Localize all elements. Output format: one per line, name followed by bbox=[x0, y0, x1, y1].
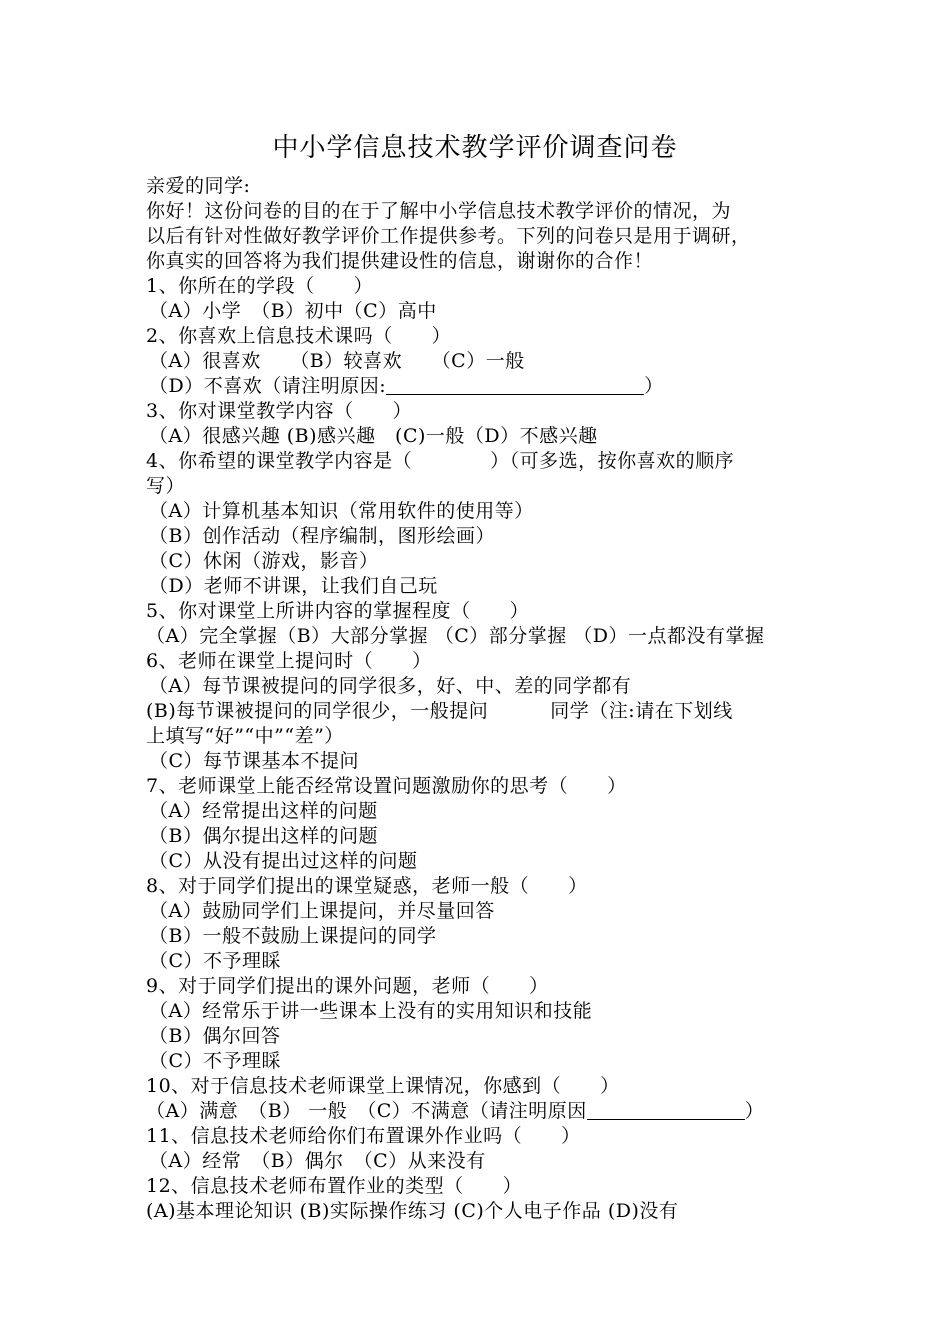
question-2-option-d bbox=[146, 374, 826, 399]
question-2: 2、你喜欢上信息技术课吗（ ） bbox=[146, 325, 452, 347]
question-4-option: （D）老师不讲课，让我们自己玩 bbox=[149, 575, 438, 597]
question-4-option: （A）计算机基本知识（常用软件的使用等） bbox=[149, 500, 534, 522]
question-8-option: （B）一般不鼓励上课提问的同学 bbox=[149, 925, 437, 947]
reason-blank[interactable] bbox=[386, 375, 644, 395]
question-7-option: （C）从没有提出过这样的问题 bbox=[149, 850, 418, 872]
option-d-label: （D）不喜欢（请注明原因: bbox=[149, 375, 387, 397]
question-7: 7、老师课堂上能否经常设置问题激励你的思考（ ） bbox=[146, 775, 627, 797]
question-7-option: （B）偶尔提出这样的问题 bbox=[149, 825, 378, 847]
question-10-close: ） bbox=[744, 1100, 765, 1122]
reason-blank[interactable] bbox=[587, 1100, 745, 1120]
question-4-option: （C）休闲（游戏，影音） bbox=[149, 550, 379, 572]
page-title: 中小学信息技术教学评价调查问卷 bbox=[272, 133, 678, 163]
question-4-cont: 写） bbox=[146, 475, 186, 497]
question-3: 3、你对课堂教学内容（ ） bbox=[146, 400, 413, 422]
option-d-close: ） bbox=[644, 375, 664, 397]
question-5-options: （A）完全掌握（B）大部分掌握 （C）部分掌握 （D）一点都没有掌握 bbox=[146, 625, 765, 647]
question-10-options bbox=[146, 1099, 826, 1124]
question-5: 5、你对课堂上所讲内容的掌握程度（ ） bbox=[146, 600, 530, 622]
intro-line: 你好！这份问卷的目的在于了解中小学信息技术教学评价的情况，为 bbox=[146, 200, 732, 222]
intro-line: 你真实的回答将为我们提供建设性的信息，谢谢你的合作！ bbox=[146, 250, 654, 272]
question-11-options: （A）经常 （B）偶尔 （C）从来没有 bbox=[149, 1150, 486, 1172]
question-2-options: （A）很喜欢 （B）较喜欢 （C）一般 bbox=[149, 350, 525, 372]
question-4: 4、你希望的课堂教学内容是（ ）（可多选，按你喜欢的顺序 bbox=[146, 450, 735, 472]
question-9: 9、对于同学们提出的课外问题，老师（ ） bbox=[146, 975, 549, 997]
question-9-option: （A）经常乐于讲一些课本上没有的实用知识和技能 bbox=[149, 1000, 593, 1022]
question-3-options: （A）很感兴趣 (B)感兴趣 (C)一般（D）不感兴趣 bbox=[149, 425, 598, 447]
question-8: 8、对于同学们提出的课堂疑惑，老师一般（ ） bbox=[146, 875, 588, 897]
question-10-options-text: （A）满意 （B） 一般 （C）不满意（请注明原因 bbox=[146, 1100, 587, 1122]
intro-line: 以后有针对性做好教学评价工作提供参考。下列的问卷只是用于调研， bbox=[146, 225, 751, 247]
question-9-option: （B）偶尔回答 bbox=[149, 1025, 281, 1047]
question-1: 1、你所在的学段（ ） bbox=[146, 275, 374, 297]
question-6-option-a: （A）每节课被提问的同学很多，好、中、差的同学都有 bbox=[149, 675, 632, 697]
question-1-options: （A）小学 （B）初中（C）高中 bbox=[149, 300, 437, 322]
question-12: 12、信息技术老师布置作业的类型（ ） bbox=[146, 1175, 523, 1197]
question-11: 11、信息技术老师给你们布置课外作业吗（ ） bbox=[146, 1125, 581, 1147]
question-12-options: (A)基本理论知识 (B)实际操作练习 (C)个人电子作品 (D)没有 bbox=[146, 1200, 679, 1222]
option-b-note: 同学（注:请在下划线 bbox=[550, 700, 733, 722]
option-b-text: (B)每节课被提问的同学很少，一般提问 bbox=[146, 700, 489, 722]
question-8-option: （C）不予理睬 bbox=[149, 950, 282, 972]
question-7-option: （A）经常提出这样的问题 bbox=[149, 800, 378, 822]
question-8-option: （A）鼓励同学们上课提问，并尽量回答 bbox=[149, 900, 495, 922]
question-6-option-b bbox=[146, 699, 826, 724]
question-6-option-c: （C）每节课基本不提问 bbox=[149, 750, 360, 772]
question-6: 6、老师在课堂上提问时（ ） bbox=[146, 650, 432, 672]
question-9-option: （C）不予理睬 bbox=[149, 1050, 282, 1072]
question-6-option-b-cont: 上填写“好”“中”“差”） bbox=[146, 725, 344, 747]
questionnaire-body bbox=[146, 174, 826, 1224]
question-10: 10、对于信息技术老师课堂上课情况，你感到（ ） bbox=[146, 1075, 620, 1097]
greeting: 亲爱的同学: bbox=[146, 175, 251, 197]
question-4-option: （B）创作活动（程序编制，图形绘画） bbox=[149, 525, 495, 547]
